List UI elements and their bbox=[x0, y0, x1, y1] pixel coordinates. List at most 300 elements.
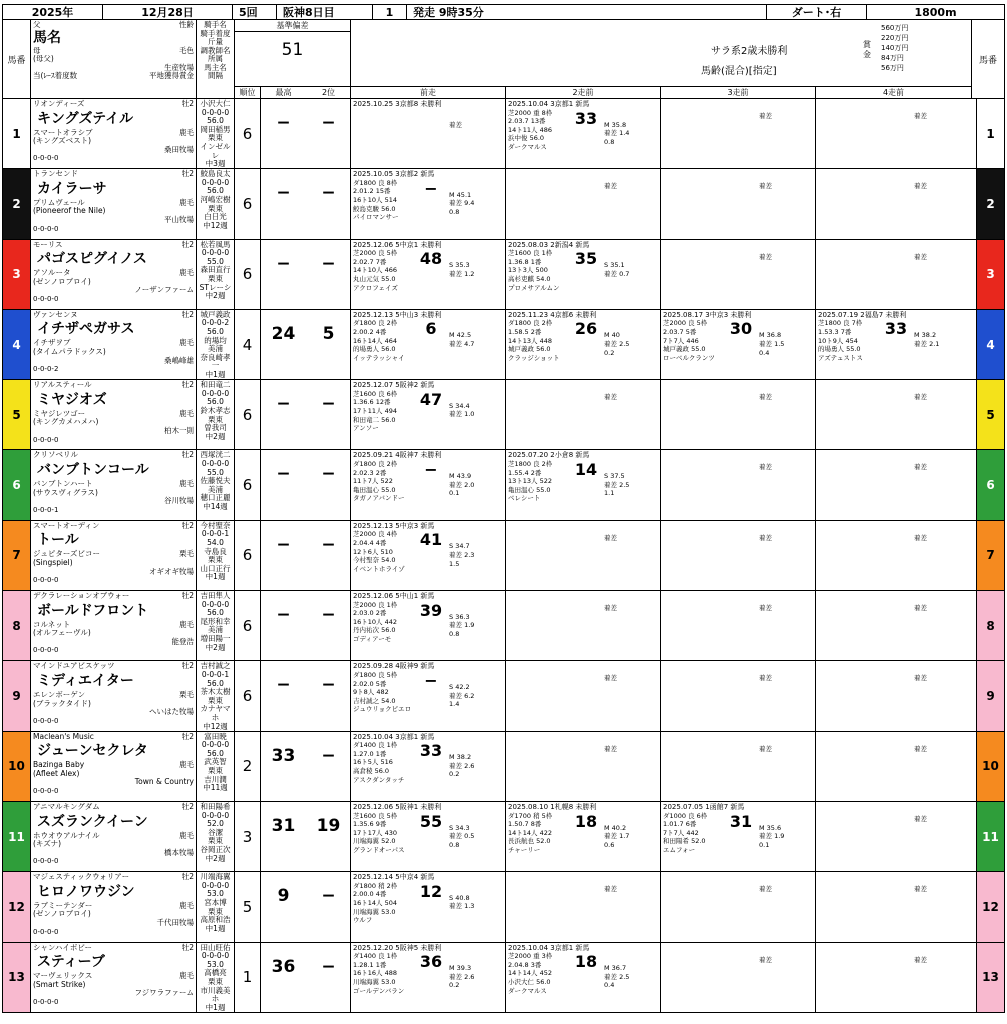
interval: 中1週 bbox=[205, 370, 226, 380]
jockey-info bbox=[197, 99, 235, 168]
sire: クリソベリル bbox=[33, 450, 78, 460]
jockey[interactable]: 田山旺佑 bbox=[200, 942, 231, 952]
jockey-record: 0-0-0-0 bbox=[201, 388, 230, 398]
horse-header bbox=[31, 20, 197, 98]
race-head: 2025.12.06 5中京1 未勝利 bbox=[353, 240, 442, 249]
sex-age: 牡2 bbox=[181, 591, 194, 601]
race-margin: M 39.3 着差 2.6 0.2 bbox=[449, 964, 475, 990]
index-block bbox=[261, 802, 351, 871]
race-margin: 着差 bbox=[759, 182, 772, 191]
past-race-3[interactable] bbox=[661, 943, 816, 1012]
rank: 6 bbox=[235, 240, 261, 309]
past-race-1[interactable] bbox=[351, 240, 506, 309]
race-margin: S 40.8 着差 1.3 bbox=[449, 893, 475, 911]
past-race-3[interactable] bbox=[661, 591, 816, 660]
index-block bbox=[261, 99, 351, 168]
best-index: 36 bbox=[271, 956, 296, 977]
horse-name[interactable]: バンブトンコール bbox=[37, 462, 149, 479]
coat: 鹿毛 bbox=[179, 900, 194, 910]
horse-info bbox=[31, 732, 197, 801]
jockey[interactable]: 川端海翼 bbox=[200, 872, 231, 882]
rank: 5 bbox=[235, 872, 261, 941]
farm: 千代田牧場 bbox=[156, 918, 194, 928]
race-head: 2025.12.06 5中山1 新馬 bbox=[353, 592, 435, 601]
broodmare-sire: (キングズベスト) bbox=[33, 136, 92, 146]
side-label-left: 馬番 bbox=[3, 20, 31, 98]
race-condition: 馬齢(混合)[指定] bbox=[701, 66, 777, 77]
broodmare-sire: (Singspiel) bbox=[33, 557, 73, 567]
race-index: 41 bbox=[419, 530, 443, 550]
horse-number-right: 5 bbox=[976, 380, 1004, 449]
horse-name[interactable]: パゴスピグイノス bbox=[37, 251, 147, 268]
prize-label: 賞金 bbox=[863, 40, 871, 59]
race-margin: S 35.1 着差 0.7 bbox=[604, 261, 630, 278]
horse-row bbox=[2, 169, 1005, 239]
farm: 谷川牧場 bbox=[164, 496, 194, 506]
jockey[interactable]: 富田暁 bbox=[204, 731, 227, 741]
past-race-4[interactable] bbox=[816, 943, 971, 1012]
race-detail bbox=[353, 109, 413, 130]
past-race-2[interactable] bbox=[506, 380, 661, 449]
past-race-1[interactable] bbox=[351, 450, 506, 519]
second-index: 19 bbox=[316, 815, 341, 836]
farm-label: 生産牧場 bbox=[164, 62, 194, 72]
horse-name[interactable]: スズランクイーン bbox=[37, 813, 148, 830]
second-index: − bbox=[321, 886, 336, 907]
race-head: 2025.09.21 4阪神7 未勝利 bbox=[353, 451, 442, 460]
past-race-1[interactable] bbox=[351, 591, 506, 660]
prize-5: 56万円 bbox=[881, 64, 904, 72]
weight: 56.0 bbox=[207, 397, 224, 407]
index-block bbox=[261, 732, 351, 801]
race-index bbox=[568, 176, 604, 191]
horse-name[interactable]: ミヤジオズ bbox=[37, 391, 107, 408]
race-head: 2025.08.10 1札幌8 未勝利 bbox=[508, 802, 597, 811]
jockey-record: 0-0-0-0 bbox=[201, 740, 230, 750]
stable: 栗東 bbox=[208, 414, 223, 424]
past-race-2[interactable] bbox=[506, 872, 661, 941]
horse-number: 9 bbox=[3, 661, 31, 730]
race3-label: 3走前 bbox=[661, 87, 816, 98]
horse-name[interactable]: スティーブ bbox=[37, 954, 105, 971]
past-race-4[interactable] bbox=[816, 661, 971, 730]
weight: 56.0 bbox=[207, 748, 224, 758]
past-race-1[interactable] bbox=[351, 872, 506, 941]
jockey[interactable]: 和田陽希 bbox=[200, 801, 231, 811]
past-race-4[interactable] bbox=[816, 99, 971, 168]
race-detail bbox=[818, 100, 878, 121]
race-detail bbox=[663, 592, 723, 613]
race-detail bbox=[508, 522, 568, 543]
jockey[interactable]: 西塚洸二 bbox=[200, 450, 231, 460]
race-index bbox=[723, 106, 759, 121]
best-index: − bbox=[276, 253, 291, 274]
race-margin: 着差 bbox=[914, 252, 927, 261]
race-margin: 着差 bbox=[604, 744, 617, 753]
prize-list bbox=[881, 23, 969, 73]
trainer: 尾形和幸 bbox=[200, 616, 231, 626]
past-race-2[interactable] bbox=[506, 99, 661, 168]
record: 0-0-0-1 bbox=[33, 505, 59, 514]
race-margin: 着差 bbox=[449, 120, 462, 129]
sex-age: 牡2 bbox=[181, 942, 194, 952]
past-race-4[interactable] bbox=[816, 732, 971, 801]
race-head: 2025.10.04 3京都1 新馬 bbox=[508, 100, 590, 108]
race-index bbox=[878, 739, 914, 754]
jockey-record: 0-0-0-0 bbox=[201, 248, 230, 258]
jockey-info bbox=[197, 521, 235, 590]
past-race-1[interactable] bbox=[351, 661, 506, 730]
race-margin: 着差 bbox=[604, 885, 617, 894]
race-index bbox=[723, 528, 759, 543]
race-index bbox=[878, 457, 914, 472]
past-race-1[interactable] bbox=[351, 732, 506, 801]
past-race-3[interactable] bbox=[661, 872, 816, 941]
coat: 鹿毛 bbox=[179, 760, 194, 770]
dam: バンブトンハート bbox=[33, 479, 93, 489]
horse-name[interactable]: キングズテイル bbox=[37, 110, 134, 127]
jockey[interactable]: 和田竜二 bbox=[200, 380, 231, 390]
prize-2: 220万円 bbox=[881, 34, 909, 42]
past-race-3[interactable] bbox=[661, 240, 816, 309]
owner: インゼルレ bbox=[200, 141, 231, 160]
race-detail: 芝2000 良 5枠 2.03.7 5番 7ト7人 446 城戸義政 55.0 ローベルクランツ bbox=[663, 319, 715, 362]
past-race-3[interactable] bbox=[661, 521, 816, 590]
past-race-1[interactable] bbox=[351, 521, 506, 590]
broodmare-sire: (キズナ) bbox=[33, 839, 62, 849]
weight: 56.0 bbox=[207, 608, 224, 618]
horse-row bbox=[2, 310, 1005, 380]
jockey-info bbox=[197, 802, 235, 871]
prize-1: 560万円 bbox=[881, 24, 909, 32]
race-detail bbox=[663, 522, 723, 543]
past-race-2[interactable] bbox=[506, 661, 661, 730]
race-index bbox=[723, 457, 759, 472]
sex-age: 牡2 bbox=[181, 872, 194, 882]
race-detail: 芝2000 重 3枠 2.04.8 3番 14ト14人 452 小沢大仁 56.0 ダークマルス bbox=[508, 952, 553, 995]
jockey[interactable]: 小沢大仁 bbox=[200, 99, 231, 108]
race-index bbox=[568, 528, 604, 543]
past-race-1[interactable] bbox=[351, 99, 506, 168]
farm: 桑嶋峰雄 bbox=[164, 355, 194, 365]
past-race-1[interactable] bbox=[351, 943, 506, 1012]
owner: 山口正行 bbox=[200, 563, 231, 573]
race-detail bbox=[818, 381, 878, 402]
weight: 56.0 bbox=[207, 327, 224, 337]
horse-name[interactable]: トール bbox=[37, 532, 79, 549]
horse-name[interactable]: カイラーサ bbox=[37, 180, 107, 197]
horse-number: 8 bbox=[3, 591, 31, 660]
race-detail: 芝1600 良 5枠 1.35.6 9番 17ト17人 430 川端海翼 52.0 グランドオーパス bbox=[353, 811, 405, 854]
interval: 中1週 bbox=[205, 1002, 226, 1012]
race-head: 2025.12.14 5中京4 新馬 bbox=[353, 873, 435, 882]
coat: 鹿毛 bbox=[179, 479, 194, 489]
horse-row bbox=[2, 732, 1005, 802]
trainer-label: 調教師名 bbox=[200, 45, 231, 55]
jockey[interactable]: 今村聖奈 bbox=[200, 520, 231, 530]
interval: 中1週 bbox=[205, 572, 226, 582]
race-detail: ダ1400 良 1枠 1.27.0 1番 16ト5人 516 高倉稜 56.0 アスクダンタッチ bbox=[353, 741, 405, 784]
past-race-2[interactable] bbox=[506, 732, 661, 801]
past-race-4[interactable] bbox=[816, 450, 971, 519]
sire: シャンハイボビー bbox=[33, 942, 93, 952]
race-detail bbox=[508, 662, 568, 683]
jockey[interactable]: 吉田隼人 bbox=[200, 591, 231, 601]
jockey[interactable]: 吉村誠之 bbox=[200, 661, 231, 671]
past-race-2[interactable] bbox=[506, 169, 661, 238]
race-margin: 着差 bbox=[914, 744, 927, 753]
race-index bbox=[878, 668, 914, 683]
second-index: − bbox=[321, 183, 336, 204]
sire: マインドユアビスケッツ bbox=[33, 661, 115, 671]
jockey-info bbox=[197, 732, 235, 801]
sire: モーリス bbox=[33, 239, 63, 249]
past-race-3[interactable] bbox=[661, 802, 816, 871]
race-index bbox=[723, 387, 759, 402]
farm: Town & Country bbox=[134, 777, 194, 787]
past-race-2[interactable] bbox=[506, 591, 661, 660]
horse-number-right: 2 bbox=[976, 169, 1004, 238]
race-head: 2025.12.13 5中山3 未勝利 bbox=[353, 310, 442, 319]
start-time: 発走 9時35分 bbox=[407, 5, 767, 19]
trainer: 鈴木孝志 bbox=[200, 405, 231, 415]
past-race-1[interactable] bbox=[351, 310, 506, 379]
race-detail: ダ1800 良 2枠 2.00.2 4番 16ト14人 464 的場勇人 56.0 イッテラッシャイ bbox=[353, 319, 405, 362]
race-index bbox=[878, 528, 914, 543]
sire: アニマルキングダム bbox=[33, 801, 100, 811]
sex-age: 牡2 bbox=[181, 309, 194, 319]
past-race-2[interactable] bbox=[506, 943, 661, 1012]
sire: デクラレーションオブウォー bbox=[33, 591, 130, 601]
race-index: − bbox=[424, 670, 438, 690]
race-detail bbox=[663, 873, 723, 894]
horse-info bbox=[31, 521, 197, 590]
jockey[interactable]: 城戸義政 bbox=[200, 309, 231, 319]
jockey-info bbox=[197, 169, 235, 238]
race-head: 2025.08.17 3中京3 未勝利 bbox=[663, 310, 752, 319]
past-race-2[interactable] bbox=[506, 802, 661, 871]
race-margin: M 38.2 着差 2.1 bbox=[914, 331, 940, 349]
past-race-4[interactable] bbox=[816, 591, 971, 660]
past-race-2[interactable] bbox=[506, 240, 661, 309]
owner: 高原和浩 bbox=[200, 915, 231, 925]
race-index bbox=[878, 879, 914, 894]
past-race-3[interactable] bbox=[661, 310, 816, 379]
race1-label: 前走 bbox=[351, 87, 506, 98]
past-race-4[interactable] bbox=[816, 240, 971, 309]
race-index: 55 bbox=[419, 811, 443, 831]
race-margin: 着差 bbox=[914, 814, 927, 823]
past-race-3[interactable] bbox=[661, 169, 816, 238]
sex-age: 牡2 bbox=[181, 520, 194, 530]
past-race-2[interactable] bbox=[506, 521, 661, 590]
race-head: 2025.12.20 5阪神5 未勝利 bbox=[353, 943, 442, 952]
horse-row bbox=[2, 450, 1005, 520]
past-race-3[interactable] bbox=[661, 732, 816, 801]
horse-info bbox=[31, 310, 197, 379]
sex-age: 牡2 bbox=[181, 801, 194, 811]
jockey-info bbox=[197, 310, 235, 379]
rank: 6 bbox=[235, 99, 261, 168]
past-race-1[interactable] bbox=[351, 169, 506, 238]
record: 0-0-0-0 bbox=[33, 716, 59, 725]
race-header-bar bbox=[2, 4, 1005, 20]
stable: 美浦 bbox=[208, 625, 223, 635]
horse-name[interactable]: ミディエイター bbox=[37, 672, 134, 689]
farm: 柏木一則 bbox=[164, 425, 194, 435]
race-head: 2025.12.06 5阪神1 未勝利 bbox=[353, 802, 442, 811]
race-detail bbox=[663, 170, 723, 191]
sire: リオンディーズ bbox=[33, 99, 85, 108]
race-index: 33 bbox=[574, 108, 598, 128]
past-race-3[interactable] bbox=[661, 661, 816, 730]
race-index: 12 bbox=[419, 881, 443, 901]
race-index bbox=[878, 247, 914, 262]
sex-label: 性齢 bbox=[179, 20, 194, 29]
race-info-header bbox=[351, 20, 971, 98]
index-block bbox=[261, 310, 351, 379]
race-margin: M 43.9 着差 2.0 0.1 bbox=[449, 472, 475, 498]
race-index bbox=[568, 387, 604, 402]
broodmare-sire: (キングカメハメハ) bbox=[33, 417, 99, 427]
horse-number-right: 6 bbox=[976, 450, 1004, 519]
race-number: 1 bbox=[373, 5, 407, 19]
dam: コルネット bbox=[33, 619, 71, 629]
sire: Maclean's Music bbox=[33, 731, 94, 741]
course: ダート･右 bbox=[767, 5, 867, 19]
past-race-4[interactable] bbox=[816, 872, 971, 941]
broodmare-sire: (ゼンノロブロイ) bbox=[33, 909, 91, 919]
horse-name[interactable]: イチザペガサス bbox=[37, 321, 135, 338]
best-index: − bbox=[276, 605, 291, 626]
race-index: 18 bbox=[574, 952, 598, 972]
record: 0-0-0-0 bbox=[33, 576, 59, 585]
race-margin: 着差 bbox=[914, 604, 927, 613]
past-race-4[interactable] bbox=[816, 169, 971, 238]
past-race-4[interactable] bbox=[816, 310, 971, 379]
column-header bbox=[2, 20, 1005, 99]
rank: 3 bbox=[235, 802, 261, 871]
race-detail: 芝1600 良 6枠 1.36.6 12番 17ト11人 494 和田竜二 56.0 アンソー bbox=[353, 389, 398, 433]
second-index: − bbox=[321, 605, 336, 626]
jockey[interactable]: 松若風馬 bbox=[200, 239, 231, 249]
race-index: 39 bbox=[419, 600, 443, 620]
weight: 56.0 bbox=[207, 678, 224, 688]
past-race-2[interactable] bbox=[506, 310, 661, 379]
past-race-4[interactable] bbox=[816, 521, 971, 590]
stable: 栗東 bbox=[208, 203, 223, 213]
past-race-4[interactable] bbox=[816, 380, 971, 449]
interval: 中14週 bbox=[203, 502, 228, 512]
past-race-3[interactable] bbox=[661, 380, 816, 449]
sex-age: 牡2 bbox=[181, 450, 194, 460]
second-index: − bbox=[321, 113, 336, 133]
jockey[interactable]: 鮫島良太 bbox=[200, 169, 231, 179]
interval: 中1週 bbox=[205, 923, 226, 933]
jockey-info bbox=[197, 380, 235, 449]
horse-name[interactable]: ヒロノワウジン bbox=[37, 883, 135, 900]
farm: 橋本牧場 bbox=[164, 847, 194, 857]
best-label: 最高 bbox=[275, 88, 292, 97]
best-index: − bbox=[276, 534, 291, 555]
past-race-1[interactable] bbox=[351, 802, 506, 871]
sex-age: 牡2 bbox=[181, 169, 194, 179]
jockey-info bbox=[197, 661, 235, 730]
index-block bbox=[261, 169, 351, 238]
past-race-2[interactable] bbox=[506, 450, 661, 519]
race-margin: S 35.3 着差 1.2 bbox=[449, 261, 475, 278]
past-race-3[interactable] bbox=[661, 99, 816, 168]
best-index: 24 bbox=[271, 323, 296, 344]
second-index: − bbox=[321, 253, 336, 274]
race-head: 2025.10.04 3京都1 新馬 bbox=[353, 732, 435, 741]
trainer: 谷潔 bbox=[208, 827, 223, 837]
race-index: 31 bbox=[729, 811, 753, 831]
farm: ノーザンファーム bbox=[134, 285, 194, 295]
race-margin: 着差 bbox=[759, 112, 772, 120]
owner: 増田陽一 bbox=[200, 634, 231, 644]
race-margin: 着差 bbox=[604, 533, 617, 542]
race-detail: ダ1800 良 5枠 2.02.0 5番 9ト8人 482 吉村誠之 54.0 ジュウリョクピエロ bbox=[353, 670, 412, 714]
broodmare-sire: (Afleet Alex) bbox=[33, 768, 80, 778]
race-index bbox=[878, 176, 914, 191]
horse-row bbox=[2, 591, 1005, 661]
race-margin: 着差 bbox=[914, 112, 927, 120]
jockey-record: 0-0-0-1 bbox=[201, 529, 230, 539]
owner: 奈良崎孝一 bbox=[200, 352, 231, 371]
race-title: サラ系2歳未勝利 bbox=[711, 46, 788, 57]
past-race-1[interactable] bbox=[351, 380, 506, 449]
jockey-record: 0-0-0-0 bbox=[201, 810, 230, 820]
broodmare-sire: (オルフェーヴル) bbox=[33, 628, 91, 638]
prize-3: 140万円 bbox=[881, 44, 909, 52]
stable: 栗東 bbox=[208, 695, 223, 705]
past-race-3[interactable] bbox=[661, 450, 816, 519]
trainer: 森田直行 bbox=[200, 265, 231, 275]
race-index: 18 bbox=[574, 811, 598, 831]
race-margin: 着差 bbox=[759, 955, 772, 964]
kai: 5回 bbox=[233, 5, 277, 19]
dam: ミヤジレツゴー bbox=[33, 408, 86, 418]
record: 0-0-0-0 bbox=[33, 646, 59, 655]
dam: ジュピターズビコー bbox=[33, 549, 100, 559]
horse-name[interactable]: ボールドフロント bbox=[37, 602, 149, 619]
horse-info bbox=[31, 380, 197, 449]
second-index: − bbox=[321, 745, 336, 766]
second-index: − bbox=[321, 394, 336, 415]
interval: 中12週 bbox=[203, 220, 228, 230]
record: 0-0-0-0 bbox=[33, 997, 59, 1006]
horse-name[interactable]: ジューンセクレタ bbox=[37, 743, 148, 760]
dam: イチザヲブ bbox=[33, 338, 71, 348]
race-margin: M 40.2 着差 1.7 0.6 bbox=[604, 823, 630, 849]
side-label-right: 馬番 bbox=[971, 20, 1004, 98]
stable-label: 所属 bbox=[208, 54, 223, 63]
jockey-record: 0-0-0-2 bbox=[201, 318, 230, 328]
weight: 53.0 bbox=[207, 889, 224, 899]
horse-number: 10 bbox=[3, 732, 31, 801]
horse-row bbox=[2, 380, 1005, 450]
horse-table bbox=[2, 99, 1005, 1013]
past-race-4[interactable] bbox=[816, 802, 971, 871]
horse-number: 13 bbox=[3, 943, 31, 1012]
best-index: − bbox=[276, 464, 291, 485]
horse-info bbox=[31, 943, 197, 1012]
base-label: 基準偏差 bbox=[235, 20, 350, 32]
race-index bbox=[878, 598, 914, 613]
race-detail: ダ1800 良 2枠 2.02.3 2番 11ト7人 522 亀田温心 55.0 タガノアバンドー bbox=[353, 460, 405, 503]
race-margin: 着差 bbox=[604, 393, 617, 402]
